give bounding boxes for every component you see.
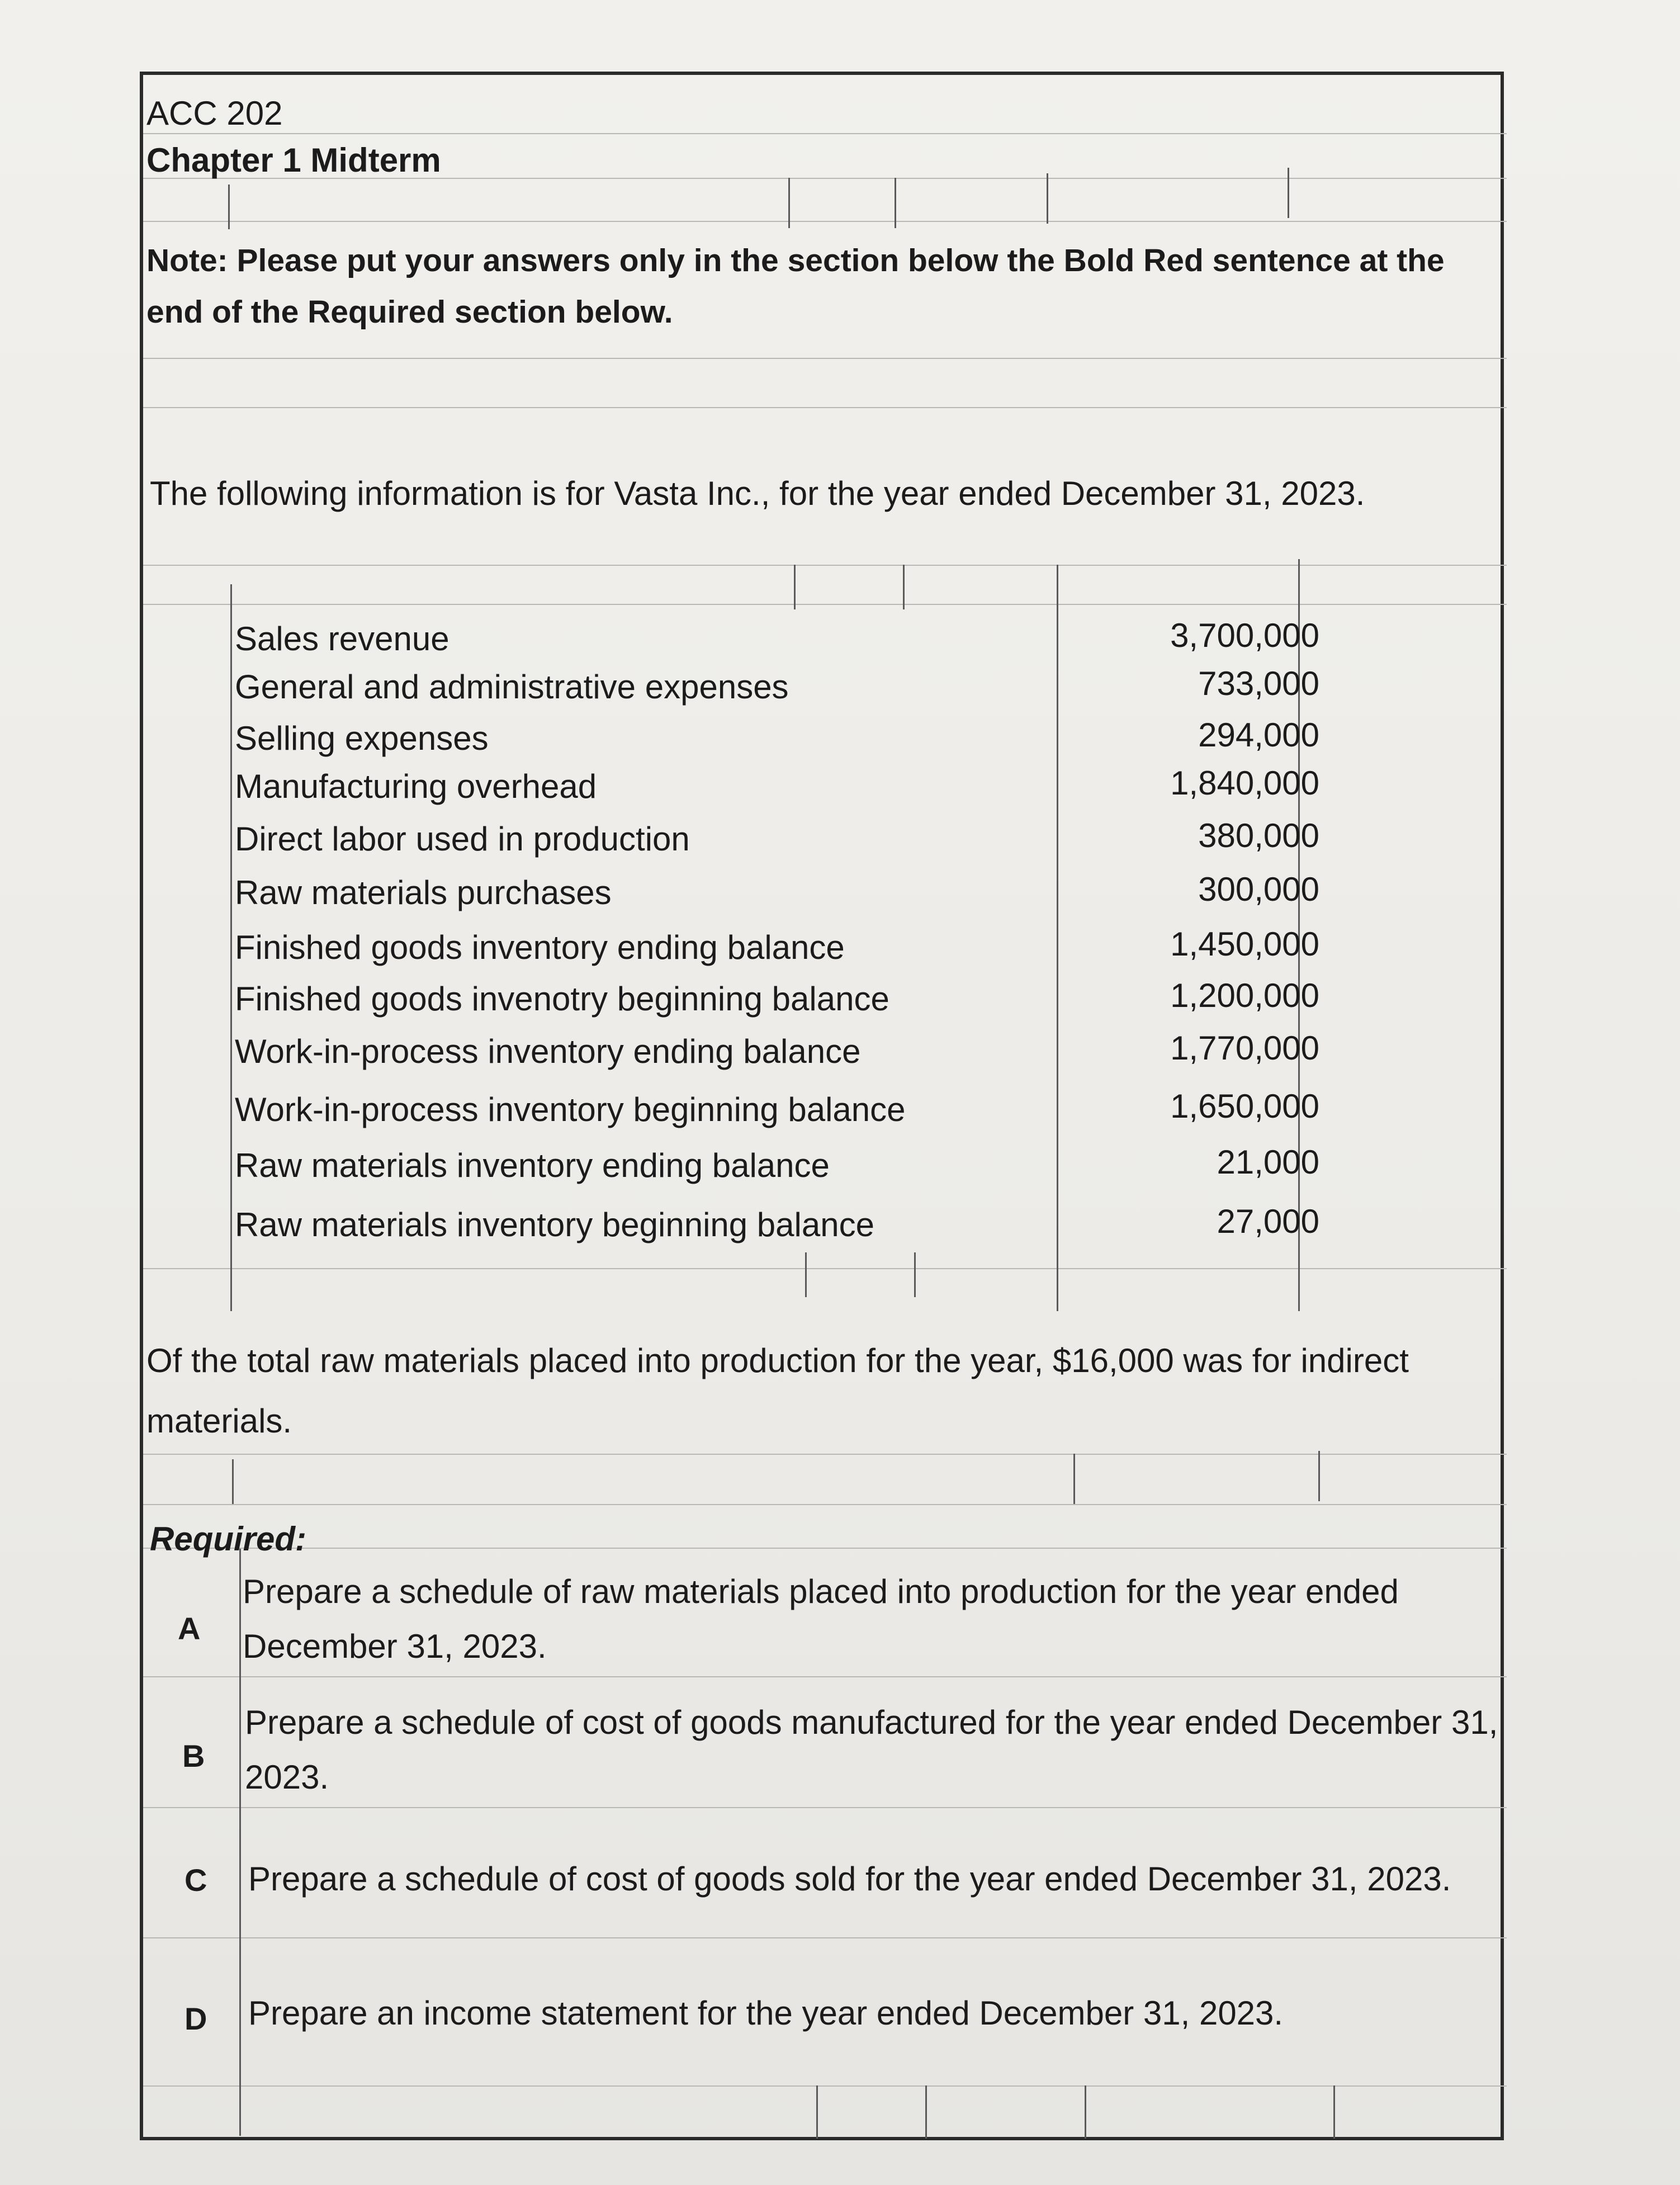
row-label: Sales revenue	[235, 620, 449, 658]
row-value: 1,450,000	[1170, 925, 1319, 963]
row-value: 27,000	[1217, 1203, 1319, 1240]
table-row	[235, 1141, 1319, 1195]
grid-line	[143, 1504, 1507, 1505]
task-letter: D	[184, 2001, 207, 2036]
task-text: Prepare a schedule of raw materials placed into production for the year ended December 31, 2023.	[243, 1573, 1399, 1665]
task-letter: B	[182, 1738, 205, 1773]
row-value: 300,000	[1198, 871, 1319, 908]
exam-title: Chapter 1 Midterm	[146, 141, 441, 179]
grid-line	[143, 221, 1507, 222]
grid-line	[143, 1548, 1507, 1549]
intro-text: The following information is for Vasta Inc., for the year ended December 31, 2023.	[150, 475, 1365, 512]
row-value: 1,840,000	[1170, 764, 1319, 802]
row-label: Raw materials purchases	[235, 874, 612, 911]
grid-line	[143, 133, 1507, 134]
column-divider	[805, 1252, 807, 1297]
grid-line	[143, 1937, 1507, 1938]
column-divider	[1318, 1451, 1320, 1501]
row-value: 380,000	[1198, 817, 1319, 854]
column-divider	[1288, 168, 1289, 218]
row-label: Selling expenses	[235, 720, 489, 757]
row-value: 733,000	[1198, 665, 1319, 702]
course-code: ACC 202	[146, 94, 283, 132]
row-value: 294,000	[1198, 716, 1319, 754]
column-divider	[895, 178, 896, 228]
row-label: General and administrative expenses	[235, 668, 789, 706]
column-divider	[1047, 173, 1048, 224]
column-divider	[1085, 2085, 1086, 2139]
task-text: Prepare a schedule of cost of goods sold for the year ended December 31, 2023.	[248, 1860, 1451, 1898]
task-text: Prepare an income statement for the year ended December 31, 2023.	[248, 1994, 1284, 2032]
table-row	[235, 814, 1319, 869]
grid-line	[143, 1807, 1507, 1808]
row-label: Finished goods inventory ending balance	[235, 929, 845, 966]
column-divider	[816, 2085, 818, 2139]
grid-line	[143, 407, 1507, 408]
required-letter-divider	[239, 1549, 241, 2136]
row-value: 1,200,000	[1170, 977, 1319, 1014]
column-divider	[1333, 2085, 1335, 2139]
row-label: Work-in-process inventory ending balance	[235, 1033, 861, 1070]
table-row	[235, 662, 1319, 717]
grid-line	[143, 565, 1507, 566]
task-text: Prepare a schedule of cost of goods manufactured for the year ended December 31, 2023.	[245, 1704, 1498, 1796]
row-label: Finished goods invenotry beginning balance	[235, 980, 889, 1018]
column-divider	[788, 178, 790, 228]
row-value: 1,770,000	[1170, 1029, 1319, 1067]
row-label: Work-in-process inventory beginning balance	[235, 1091, 906, 1128]
grid-line	[143, 1454, 1507, 1455]
row-value: 21,000	[1217, 1143, 1319, 1181]
table-row	[235, 974, 1319, 1029]
column-divider	[228, 185, 230, 229]
grid-line	[143, 1676, 1507, 1677]
task-letter: A	[178, 1611, 201, 1646]
instruction-note: Note: Please put your answers only in the section below the Bold Red sentence at the end of the Required section below.	[146, 243, 1445, 330]
grid-line	[143, 2085, 1507, 2087]
column-divider	[794, 565, 796, 609]
grid-line	[143, 604, 1507, 605]
row-label: Raw materials inventory beginning balance	[235, 1206, 874, 1243]
required-heading: Required:	[150, 1520, 307, 1558]
column-divider	[925, 2085, 927, 2139]
table-row	[235, 762, 1319, 816]
table-row	[235, 1027, 1319, 1081]
grid-line	[143, 1268, 1507, 1269]
column-divider	[1073, 1454, 1075, 1504]
row-label: Direct labor used in production	[235, 820, 690, 858]
row-value: 1,650,000	[1170, 1087, 1319, 1125]
row-value: 3,700,000	[1170, 617, 1319, 654]
row-label: Raw materials inventory ending balance	[235, 1147, 830, 1184]
column-divider	[914, 1252, 916, 1297]
table-row	[235, 713, 1319, 768]
table-row	[235, 614, 1319, 669]
table-row	[235, 923, 1319, 977]
column-divider	[232, 1459, 234, 1504]
column-divider	[903, 565, 905, 609]
row-label: Manufacturing overhead	[235, 768, 597, 805]
task-letter: C	[184, 1862, 207, 1898]
table-left-divider	[230, 584, 232, 1311]
table-row	[235, 1200, 1319, 1255]
indirect-materials-note: Of the total raw materials placed into production for the year, $16,000 was for indirect materials.	[146, 1342, 1409, 1440]
table-row	[235, 868, 1319, 923]
table-row	[235, 1085, 1319, 1139]
grid-line	[143, 358, 1507, 359]
